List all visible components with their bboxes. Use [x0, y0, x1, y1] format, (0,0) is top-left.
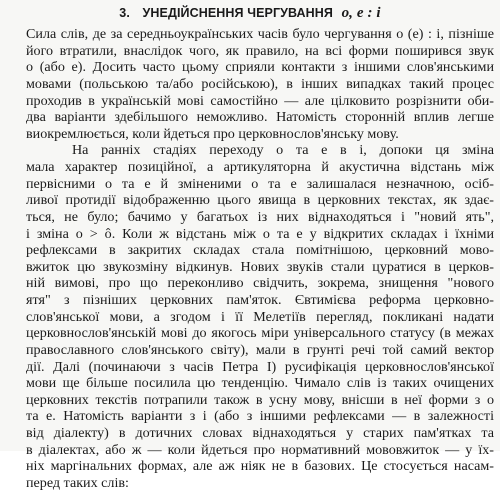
- text-line: та е. Натомість варіанти з і (або з іншими рефлексами — в залежності: [26, 408, 494, 425]
- text-line: перед таких слів:: [26, 474, 129, 491]
- text-line: ятя" з пізніших церковних пам'яток. Євтимієва реформа церковно-: [26, 292, 494, 308]
- text-line: мовами (польською та/або російською), в інших випадках такий процес: [26, 75, 494, 92]
- text-line: ливої протидії відображенню цього явища в церковних текстах, як здає-: [26, 192, 494, 209]
- section-number: 3.: [119, 6, 130, 20]
- text-line: На ранніх стадіях переходу о та е в і, допоки ця зміна: [72, 142, 494, 159]
- text-line: ніх маргінальних формах, але аж ніяк не в базових. Це стосується насам-: [26, 458, 494, 475]
- text-line: о (або е). Досить часто цьому сприяли контакти з іншими слов'янськими: [26, 59, 494, 76]
- text-line: проходив в українській мові самостійно — але цілковито розрізнити оби-: [26, 92, 494, 109]
- section-title: УНЕДІЙСНЕННЯ ЧЕРГУВАННЯ: [142, 6, 333, 20]
- text-line: Сила слів, де за середньоукраїнських часів було чергування о (е) : і, пізніше: [26, 26, 494, 42]
- text-line: мови ще більше посилила цю тенденцію. Чимало слів із таких очищених: [26, 375, 494, 392]
- text-line: слов'янської мови, а згодом і її Мелетіїв перегляд, покликані надати: [26, 308, 494, 325]
- text-line: ній вимові, про що переконливо свідчить, зокрема, знищення "нового: [26, 275, 494, 292]
- text-line: рефлексами в закритих складах стала помітнішою, церковний мово-: [26, 242, 494, 259]
- text-line: в діалектах, або ж — коли йдеться про нормативний мововжиток — у їх-: [26, 441, 494, 458]
- text-line: ться, не було; бачимо у багатьох із них віднаходяться і "новий ять",: [26, 208, 494, 225]
- paragraph-2: [26, 142, 494, 491]
- section-formula: о, е : і: [341, 5, 381, 21]
- text-line: два варіанти здебільшого неможливо. Натомість сторонній вплив легше: [26, 109, 494, 126]
- text-line: первісними о та е й зміненими о та е залишалася незначною, осіб-: [26, 175, 494, 192]
- text-line: дії. Далі (починаючи з часів Петра І) русифікація церковнослов'янської: [26, 358, 494, 375]
- text-line: і зміна о > ô. Коли ж відстань між о та е у відкритих складах і їхніми: [26, 225, 494, 242]
- text-line: від діалекту) в дотичних словах віднаходяться у старих пам'ятках та: [26, 425, 494, 441]
- text-line: вжиток цю звукозміну відкинув. Нових звуків стали цуратися в церков-: [26, 258, 494, 275]
- text-line: мала характер позиційної, а артикуляторна й акустична відстань між: [26, 159, 494, 175]
- text-line: православного слов'янського світу), мали в грунті речі той самий вектор: [26, 341, 494, 358]
- text-line: церковних текстів потрапили також в усну мову, внісши в неї форми з о: [26, 391, 494, 408]
- text-line: його втратили, внаслідок чого, як правило, на всі форми поширився звук: [26, 42, 494, 59]
- body-text: [26, 26, 494, 492]
- text-line: церковнослов'янській мові до якогось міри універсального статусу (в межах: [26, 325, 494, 342]
- text-line: виокремлюється, коли йдеться про церковнослов'янську мову.: [26, 125, 399, 142]
- paragraph-1: [26, 26, 494, 142]
- section-heading: [0, 5, 500, 22]
